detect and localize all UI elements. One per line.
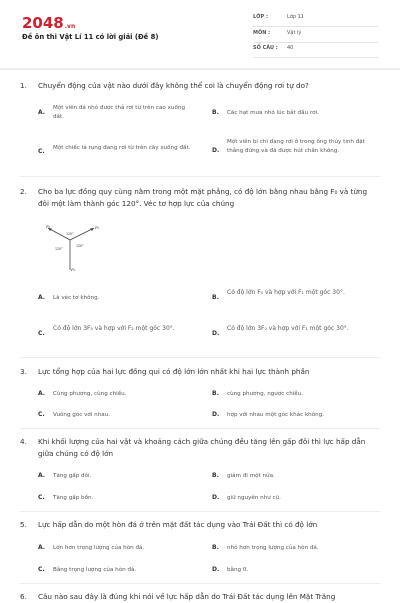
q1-option-a-letter: A. bbox=[38, 109, 46, 116]
separator bbox=[20, 357, 380, 358]
q5-option-c-letter: C. bbox=[38, 566, 45, 573]
q1-option-c-text: Một chiếc lá rụng đang rơi từ trên cây xuống đất. bbox=[53, 145, 191, 151]
force-label-f2: F₂ bbox=[95, 225, 100, 230]
meta-subject-value: Vật lý bbox=[287, 30, 302, 36]
q2-option-d-text: Có độ lớn 3F₀ và hợp với F₁ một góc 30°. bbox=[227, 325, 349, 332]
question-4-text: Khi khối lượng của hai vật và khoảng cách giữa chúng đều tăng lên gấp đôi thì lực hấp dẫn giữa chúng có độ lớn bbox=[38, 437, 366, 458]
question-2-number: 2. bbox=[20, 187, 27, 196]
q5-option-a-text: Lớn hơn trọng lượng của hòn đá. bbox=[53, 545, 145, 551]
q1-option-a-text: Một viên đá nhỏ được thả rơi từ trên cao xuống đất. bbox=[53, 105, 185, 120]
q5-option-b-letter: B. bbox=[212, 544, 219, 551]
q4-option-d-text: giữ nguyên như cũ. bbox=[227, 495, 281, 501]
q4-option-a-letter: A. bbox=[38, 472, 46, 479]
question-3-number: 3. bbox=[20, 367, 27, 376]
document-title: Đề ôn thi Vật Lí 11 có lời giải (Đề 8) bbox=[22, 33, 159, 41]
force-label-f1: F₁ bbox=[46, 224, 51, 229]
q1-option-d-letter: D. bbox=[212, 147, 220, 154]
q1-option-d-text: Một viên bi chì đang rơi ở trong ống thủy tinh đặt thẳng đứng và đã được hút chân không. bbox=[227, 139, 365, 154]
meta-class-value: Lớp 11 bbox=[287, 14, 304, 20]
q3-option-a-text: Cùng phương, cùng chiều. bbox=[53, 391, 127, 397]
angle-label-right: 120° bbox=[76, 244, 84, 248]
q2-option-c-text: Có độ lớn 3F₀ và hợp với F₂ một góc 30°. bbox=[53, 325, 175, 332]
meta-class-row bbox=[253, 14, 378, 27]
question-5-number: 5. bbox=[20, 520, 27, 529]
q3-option-b-text: cùng phương, ngược chiều. bbox=[227, 391, 304, 397]
q4-option-b-text: giảm đi một nửa. bbox=[227, 473, 275, 479]
question-5-text: Lực hấp dẫn do một hòn đá ở trên mặt đất tác dụng vào Trái Đất thì có độ lớn bbox=[38, 520, 318, 529]
angle-label-left: 120° bbox=[55, 247, 63, 251]
meta-count-row bbox=[253, 45, 378, 58]
question-3-text: Lực tổng hợp của hai lực đồng qui có độ lớn lớn nhất khi hai lực thành phần bbox=[38, 367, 310, 376]
meta-subject-label: MÔN : bbox=[253, 30, 271, 36]
meta-count-label: SỐ CÂU : bbox=[253, 45, 278, 51]
q3-option-c-letter: C. bbox=[38, 411, 45, 418]
site-logo[interactable] bbox=[22, 14, 75, 32]
question-1-number: 1. bbox=[20, 81, 27, 90]
q2-option-b-letter: B. bbox=[212, 294, 219, 301]
separator bbox=[20, 176, 380, 177]
meta-subject-row bbox=[253, 30, 378, 43]
question-4-number: 4. bbox=[20, 437, 27, 446]
q1-option-b-letter: B. bbox=[212, 109, 219, 116]
q3-option-c-text: Vuông góc với nhau. bbox=[53, 412, 111, 418]
logo-text: 2048 bbox=[22, 14, 64, 32]
q3-option-d-text: hợp với nhau một góc khác không. bbox=[227, 412, 325, 418]
q5-option-c-text: Bằng trọng lượng của hòn đá. bbox=[53, 567, 137, 573]
meta-count-value: 40 bbox=[287, 45, 294, 51]
q5-option-d-letter: D. bbox=[212, 566, 220, 573]
q4-option-b-letter: B. bbox=[212, 472, 219, 479]
force-diagram bbox=[38, 222, 108, 274]
question-6-number: 6. bbox=[20, 592, 27, 601]
q3-option-d-letter: D. bbox=[212, 411, 220, 418]
separator bbox=[20, 511, 380, 512]
separator bbox=[20, 583, 380, 584]
q2-option-c-letter: C. bbox=[38, 330, 45, 337]
q5-option-d-text: bằng 0. bbox=[227, 567, 249, 573]
q2-option-a-text: Là véc tơ không. bbox=[53, 295, 100, 301]
angle-label-top: 120° bbox=[66, 232, 74, 236]
question-2-text: Cho ba lực đồng quy cùng nằm trong một mặt phẳng, có độ lớn bằng nhau bằng F₀ và từng đôi một làm thành góc 120°. Véc tơ hợp lực của chúng bbox=[38, 187, 368, 208]
question-6-text: Câu nào sau đây là đúng khi nói về lực hấp dẫn do Trái Đất tác dụng lên Mặt Trăng bbox=[38, 592, 336, 601]
q4-option-c-text: Tăng gấp bốn. bbox=[53, 495, 94, 501]
logo-suffix: .vn bbox=[64, 23, 76, 30]
q2-option-d-letter: D. bbox=[212, 330, 220, 337]
q3-option-a-letter: A. bbox=[38, 390, 46, 397]
q4-option-c-letter: C. bbox=[38, 494, 45, 501]
q1-option-b-text: Các hạt mưa nhỏ lúc bắt đầu rơi. bbox=[227, 110, 319, 116]
q2-option-a-letter: A. bbox=[38, 294, 46, 301]
q4-option-d-letter: D. bbox=[212, 494, 220, 501]
header-divider bbox=[0, 68, 400, 70]
q5-option-b-text: nhỏ hơn trọng lượng của hòn đá. bbox=[227, 545, 319, 551]
separator bbox=[20, 428, 380, 429]
q1-option-c-letter: C. bbox=[38, 148, 45, 155]
force-label-f3: F₃ bbox=[71, 267, 76, 272]
q5-option-a-letter: A. bbox=[38, 544, 46, 551]
q3-option-b-letter: B. bbox=[212, 390, 219, 397]
meta-class-label: LỚP : bbox=[253, 14, 268, 20]
question-1-text: Chuyển động của vật nào dưới đây không thể coi là chuyển động rơi tự do? bbox=[38, 81, 309, 90]
q2-option-b-text: Có độ lớn F₀ và hợp với F₁ một góc 30°. bbox=[227, 289, 345, 296]
q4-option-a-text: Tăng gấp đôi. bbox=[53, 473, 92, 479]
